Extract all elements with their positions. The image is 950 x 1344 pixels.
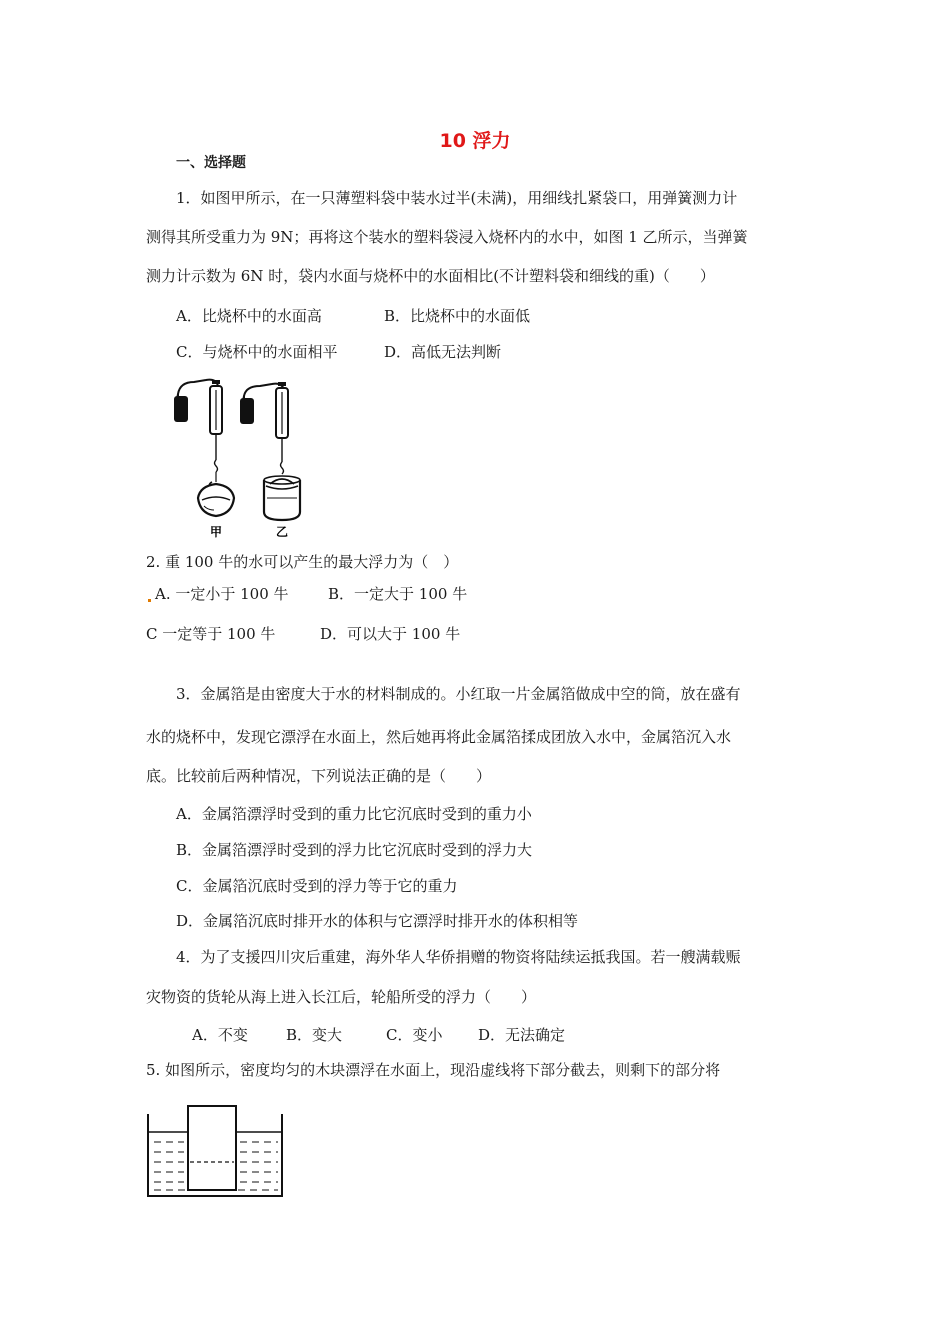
q1-option-a: A．比烧杯中的水面高 [176,307,322,325]
q2-option-d: D．可以大于 100 牛 [320,625,461,643]
spring-scale-left [178,380,223,482]
q3-stem-line-2: 水的烧杯中，发现它漂浮在水面上，然后她再将此金属箔揉成团放入水中，金属箔沉入水 [146,728,732,746]
q1-option-b: B．比烧杯中的水面低 [384,307,531,325]
q1-option-d: D．高低无法判断 [384,343,502,361]
q1-stem-line-3: 测力计示数为 6N 时，袋内水面与烧杯中的水面相比(不计塑料袋和细线的重)（ ） [146,267,715,285]
q4-option-d: D．无法确定 [478,1026,566,1044]
q3-option-a: A．金属箔漂浮时受到的重力比它沉底时受到的重力小 [176,805,532,823]
wooden-block [188,1106,236,1190]
q2-option-a: A. 一定小于 100 牛 [155,585,289,603]
q1-stem-line-2: 测得其所受重力为 9N；再将这个装水的塑料袋浸入烧杯内的水中，如图 1 乙所示，当弹簧 [146,228,748,246]
q4-option-c: C．变小 [386,1026,443,1044]
q4-option-a: A．不变 [192,1026,248,1044]
section-heading: 一、选择题 [176,155,246,171]
q1-stem-line-1: 1．如图甲所示，在一只薄塑料袋中装水过半(未满)，用细线扎紧袋口，用弹簧测力计 [176,189,738,207]
q3-option-b: B．金属箔漂浮时受到的浮力比它沉底时受到的浮力大 [176,841,533,859]
q3-option-d: D．金属箔沉底时排开水的体积与它漂浮时排开水的体积相等 [176,912,579,930]
q4-stem-line-1: 4．为了支援四川灾后重建，海外华人华侨捐赠的物资将陆续运抵我国。若一艘满载赈 [176,948,741,966]
q3-stem-line-1: 3．金属箔是由密度大于水的材料制成的。小红取一片金属箔做成中空的筒，放在盛有 [176,685,741,703]
q4-stem-line-2: 灾物资的货轮从海上进入长江后，轮船所受的浮力（ ） [146,988,537,1006]
q1-option-c: C．与烧杯中的水面相平 [176,343,338,361]
page-title: 10 浮力 [439,130,511,152]
spring-scale-figure [172,372,312,540]
q4-option-b: B．变大 [286,1026,343,1044]
q2-stem: 2. 重 100 牛的水可以产生的最大浮力为（ ） [146,553,459,571]
figure-label-jia: 甲 [209,525,223,539]
q2-option-c: C 一定等于 100 牛 [146,625,276,643]
q2-option-b: B．一定大于 100 牛 [328,585,468,603]
orange-dot-marker [148,599,151,602]
q3-stem-line-3: 底。比较前后两种情况，下列说法正确的是（ ） [146,767,492,785]
q3-option-c: C．金属箔沉底时受到的浮力等于它的重力 [176,877,458,895]
water-bag-left [198,482,234,516]
floating-block-figure [140,1104,290,1204]
spring-scale-right [244,384,289,474]
beaker-right [264,476,300,520]
figure-label-yi: 乙 [275,525,289,539]
q5-stem: 5. 如图所示，密度均匀的木块漂浮在水面上，现沿虚线将下部分截去，则剩下的部分将 [146,1061,721,1079]
